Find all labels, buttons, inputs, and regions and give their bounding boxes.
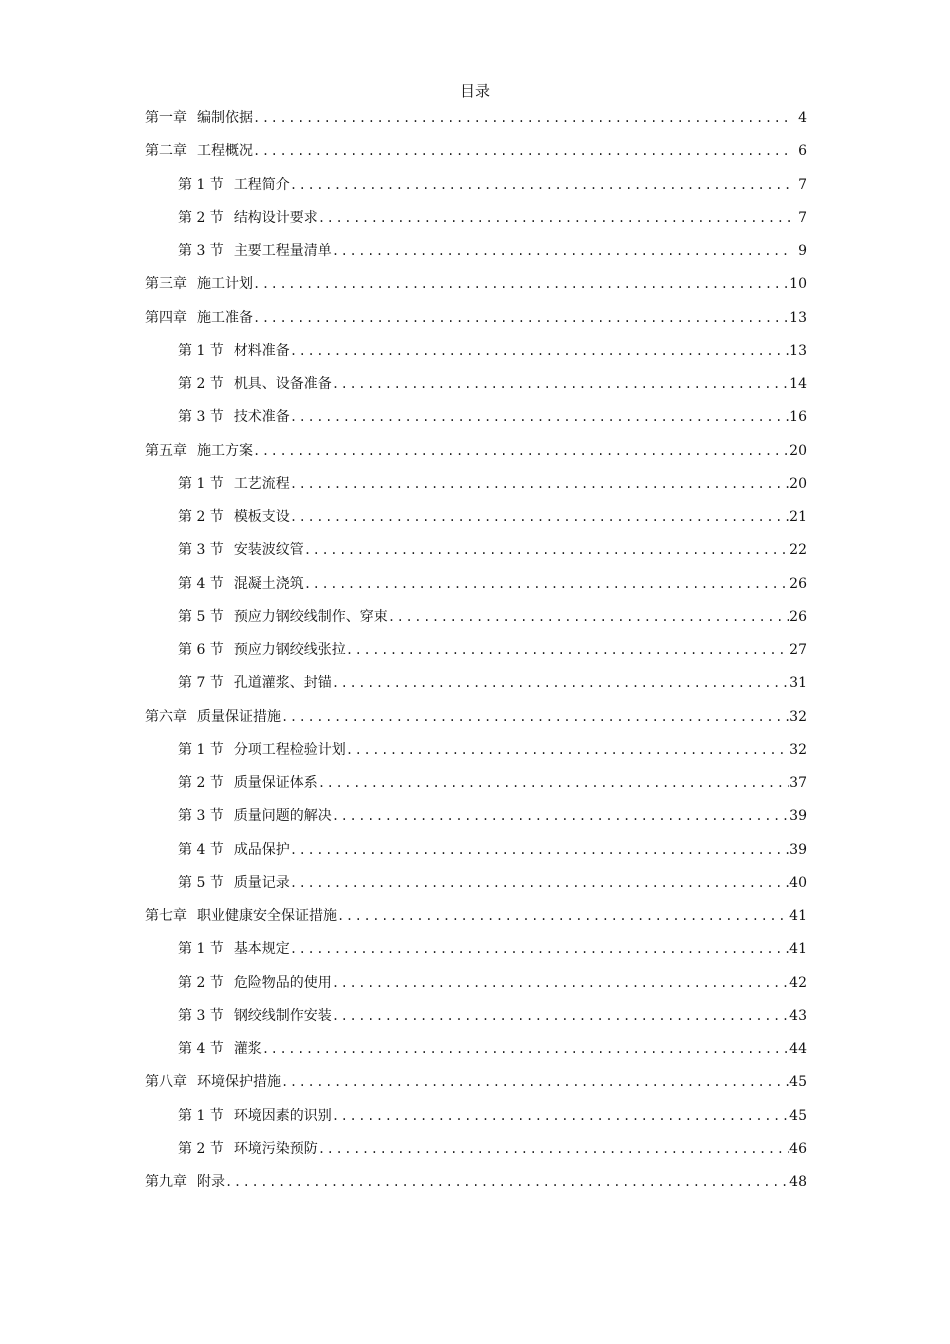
toc-entry-number: 第 1 节: [178, 1107, 224, 1124]
toc-entry-text: 安装波纹管: [233, 542, 304, 559]
toc-entry-text: 工程概况: [197, 143, 253, 160]
toc-entry-number: 第九章: [145, 1174, 187, 1190]
toc-entry-text: 质量保证措施: [197, 708, 281, 725]
toc-dot-leader: [253, 140, 793, 162]
toc-entry-number: 第 2 节: [178, 376, 224, 392]
toc-dot-leader: [337, 905, 789, 927]
toc-page-number: 37: [789, 775, 807, 791]
toc-entry-text: 编制依据: [197, 110, 253, 126]
toc-section-entry[interactable]: [145, 340, 807, 373]
toc-entry-label: [145, 273, 253, 295]
toc-dot-leader: [304, 573, 789, 595]
toc-entry-text: 附录: [197, 1174, 225, 1190]
toc-entry-text: 质量记录: [233, 874, 290, 891]
toc-entry-number: 第八章: [145, 1074, 187, 1091]
toc-entry-number: 第四章: [145, 309, 187, 326]
toc-entry-number: 第 3 节: [178, 409, 224, 426]
toc-page-number: 46: [789, 1140, 807, 1157]
toc-entry-label: [178, 639, 346, 661]
toc-page-number: 48: [789, 1174, 807, 1190]
toc-chapter-entry[interactable]: [145, 905, 807, 938]
toc-section-entry[interactable]: [145, 174, 807, 207]
toc-entry-text: 环境保护措施: [197, 1074, 281, 1091]
toc-section-entry[interactable]: [145, 872, 807, 905]
toc-entry-number: 第 2 节: [178, 775, 224, 791]
toc-section-entry[interactable]: [145, 539, 807, 572]
toc-page-number: 32: [789, 708, 807, 725]
toc-entry-text: 主要工程量清单: [233, 243, 332, 259]
toc-entry-label: [178, 506, 290, 528]
toc-section-entry[interactable]: [145, 573, 807, 606]
toc-entry-text: 质量保证体系: [233, 775, 318, 791]
toc-entry-label: [178, 340, 290, 362]
toc-dot-leader: [332, 972, 789, 994]
toc-entry-label: [178, 739, 346, 761]
toc-section-entry[interactable]: [145, 473, 807, 506]
toc-dot-leader: [253, 273, 789, 295]
toc-page-number: 4: [798, 110, 807, 126]
toc-entry-number: 第 4 节: [178, 575, 224, 592]
toc-section-entry[interactable]: [145, 739, 807, 772]
toc-entry-label: [178, 406, 290, 428]
toc-page-number: 7: [798, 209, 807, 226]
toc-entry-label: [178, 539, 304, 561]
toc-entry-label: [178, 606, 388, 628]
toc-section-entry[interactable]: [145, 1005, 807, 1038]
toc-page-number: 32: [789, 741, 807, 758]
toc-dot-leader: [332, 240, 793, 262]
toc-entry-label: [178, 373, 332, 395]
toc-page-number: 42: [789, 974, 807, 991]
toc-dot-leader: [281, 706, 789, 728]
toc-page-number: 14: [789, 376, 807, 392]
toc-entry-number: 第五章: [145, 442, 187, 459]
toc-entry-text: 灌浆: [233, 1041, 262, 1057]
toc-chapter-entry[interactable]: [145, 107, 807, 140]
toc-entry-label: [145, 1171, 225, 1193]
toc-page-number: 40: [789, 874, 807, 891]
toc-chapter-entry[interactable]: [145, 273, 807, 306]
toc-entry-text: 危险物品的使用: [233, 974, 332, 991]
toc-dot-leader: [262, 1038, 789, 1060]
toc-dot-leader: [290, 473, 789, 495]
toc-section-entry[interactable]: [145, 506, 807, 539]
toc-dot-leader: [318, 772, 789, 794]
toc-chapter-entry[interactable]: [145, 307, 807, 340]
toc-entry-label: [145, 1071, 281, 1093]
toc-entry-label: [145, 140, 253, 162]
toc-page-number: 31: [789, 675, 807, 692]
toc-page-number: 13: [789, 342, 807, 359]
toc-section-entry[interactable]: [145, 839, 807, 872]
toc-entry-text: 预应力钢绞线制作、穿束: [233, 608, 388, 625]
toc-entry-number: 第 2 节: [178, 209, 224, 226]
toc-section-entry[interactable]: [145, 207, 807, 240]
toc-entry-label: [145, 107, 253, 129]
toc-dot-leader: [253, 107, 793, 129]
toc-dot-leader: [290, 938, 789, 960]
toc-dot-leader: [346, 639, 789, 661]
toc-title: 目录: [459, 82, 490, 100]
toc-dot-leader: [332, 672, 789, 694]
toc-entry-text: 施工计划: [197, 276, 253, 293]
toc-page-number: 13: [789, 309, 807, 326]
toc-entry-number: 第 2 节: [178, 1140, 224, 1157]
toc-section-entry[interactable]: [145, 938, 807, 971]
toc-entry-number: 第 3 节: [178, 542, 224, 559]
toc-chapter-entry[interactable]: [145, 1171, 807, 1204]
toc-page-number: 16: [789, 409, 807, 426]
toc-section-entry[interactable]: [145, 1038, 807, 1071]
toc-entry-number: 第 1 节: [178, 741, 224, 758]
toc-page-number: 39: [789, 841, 807, 858]
toc-entry-number: 第 1 节: [178, 475, 224, 492]
toc-page-number: 26: [789, 575, 807, 592]
toc-page-number: 45: [789, 1107, 807, 1124]
toc-entry-label: [178, 1005, 332, 1027]
toc-dot-leader: [332, 373, 789, 395]
toc-page-number: 22: [789, 542, 807, 559]
toc-page-number: 20: [789, 442, 807, 459]
toc-dot-leader: [290, 872, 789, 894]
toc-dot-leader: [388, 606, 789, 628]
toc-entry-text: 机具、设备准备: [233, 376, 332, 392]
toc-entry-label: [178, 1038, 262, 1060]
toc-entry-text: 工程简介: [233, 176, 290, 193]
toc-entry-number: 第 7 节: [178, 675, 224, 692]
toc-entry-text: 材料准备: [233, 342, 290, 359]
toc-entry-number: 第 1 节: [178, 941, 224, 958]
toc-entry-text: 模板支设: [233, 509, 290, 525]
toc-section-entry[interactable]: [145, 639, 807, 672]
toc-entry-label: [178, 839, 290, 861]
toc-entry-number: 第七章: [145, 908, 187, 924]
toc-entry-number: 第 1 节: [178, 176, 224, 193]
toc-entry-number: 第 5 节: [178, 608, 224, 625]
toc-chapter-entry[interactable]: [145, 706, 807, 739]
toc-page-number: 26: [789, 608, 807, 625]
toc-entry-label: [178, 573, 304, 595]
toc-entry-text: 孔道灌浆、封锚: [233, 675, 332, 692]
toc-dot-leader: [290, 506, 789, 528]
toc-entry-text: 钢绞线制作安装: [233, 1007, 332, 1024]
toc-entry-number: 第 6 节: [178, 642, 224, 658]
toc-entry-number: 第六章: [145, 708, 187, 725]
toc-entry-number: 第 3 节: [178, 808, 224, 825]
toc-page-number: 21: [789, 509, 807, 525]
toc-entry-label: [178, 805, 332, 827]
toc-entry-text: 施工方案: [197, 442, 253, 459]
toc-entry-label: [178, 174, 290, 196]
toc-entry-text: 混凝土浇筑: [233, 575, 304, 592]
toc-entry-text: 施工准备: [197, 309, 253, 326]
toc-dot-leader: [253, 440, 789, 462]
toc-chapter-entry[interactable]: [145, 1071, 807, 1104]
toc-entry-number: 第 2 节: [178, 974, 224, 991]
toc-page-number: 6: [798, 143, 807, 160]
toc-page-number: 45: [789, 1074, 807, 1091]
toc-entry-label: [145, 307, 253, 329]
toc-page-number: 41: [789, 941, 807, 958]
toc-entry-label: [145, 706, 281, 728]
toc-dot-leader: [253, 307, 789, 329]
toc-section-entry[interactable]: [145, 373, 807, 406]
toc-entry-label: [178, 972, 332, 994]
toc-page-number: 39: [789, 808, 807, 825]
toc-dot-leader: [290, 406, 789, 428]
toc-entry-label: [178, 473, 290, 495]
toc-entry-text: 预应力钢绞线张拉: [233, 642, 346, 658]
toc-dot-leader: [346, 739, 789, 761]
toc-dot-leader: [290, 340, 789, 362]
toc-entry-number: 第二章: [145, 143, 187, 160]
toc-entry-label: [178, 240, 332, 262]
toc-page-number: 27: [789, 642, 807, 658]
toc-entry-text: 质量问题的解决: [233, 808, 332, 825]
toc-entry-text: 分项工程检验计划: [233, 741, 346, 758]
toc-dot-leader: [332, 805, 789, 827]
toc-section-entry[interactable]: [145, 672, 807, 705]
toc-entry-label: [178, 672, 332, 694]
toc-entry-text: 基本规定: [233, 941, 290, 958]
toc-page-number: 10: [789, 276, 807, 293]
toc-section-entry[interactable]: [145, 606, 807, 639]
toc-dot-leader: [225, 1171, 789, 1193]
toc-dot-leader: [290, 839, 789, 861]
toc-dot-leader: [332, 1005, 789, 1027]
toc-entry-label: [178, 872, 290, 894]
toc-page-number: 43: [789, 1007, 807, 1024]
toc-entry-label: [145, 905, 337, 927]
toc-chapter-entry[interactable]: [145, 140, 807, 173]
toc-entry-text: 环境污染预防: [233, 1140, 318, 1157]
toc-page-number: 20: [789, 475, 807, 492]
toc-entry-number: 第三章: [145, 276, 187, 293]
toc-section-entry[interactable]: [145, 772, 807, 805]
toc-entry-label: [178, 1105, 332, 1127]
toc-entry-label: [178, 1138, 318, 1160]
toc-entry-number: 第一章: [145, 110, 187, 126]
toc-section-entry[interactable]: [145, 972, 807, 1005]
toc-dot-leader: [290, 174, 793, 196]
toc-section-entry[interactable]: [145, 1138, 807, 1171]
toc-entry-label: [178, 772, 318, 794]
toc-section-entry[interactable]: [145, 805, 807, 838]
toc-list: [145, 107, 807, 1204]
toc-entry-number: 第 5 节: [178, 874, 224, 891]
toc-entry-label: [145, 440, 253, 462]
toc-dot-leader: [332, 1105, 789, 1127]
toc-page-number: 44: [789, 1041, 807, 1057]
toc-entry-number: 第 4 节: [178, 841, 224, 858]
toc-entry-number: 第 2 节: [178, 509, 224, 525]
toc-entry-text: 工艺流程: [233, 475, 290, 492]
toc-entry-text: 成品保护: [233, 841, 290, 858]
toc-entry-label: [178, 207, 318, 229]
toc-entry-number: 第 1 节: [178, 342, 224, 359]
toc-section-entry[interactable]: [145, 406, 807, 439]
toc-entry-text: 环境因素的识别: [233, 1107, 332, 1124]
toc-section-entry[interactable]: [145, 240, 807, 273]
toc-entry-text: 技术准备: [233, 409, 290, 426]
toc-entry-text: 职业健康安全保证措施: [197, 908, 337, 924]
toc-page-number: 41: [789, 908, 807, 924]
toc-dot-leader: [304, 539, 789, 561]
toc-entry-text: 结构设计要求: [233, 209, 318, 226]
toc-dot-leader: [281, 1071, 789, 1093]
toc-entry-number: 第 3 节: [178, 243, 224, 259]
toc-chapter-entry[interactable]: [145, 440, 807, 473]
toc-dot-leader: [318, 1138, 789, 1160]
toc-entry-number: 第 3 节: [178, 1007, 224, 1024]
toc-entry-label: [178, 938, 290, 960]
toc-entry-number: 第 4 节: [178, 1041, 224, 1057]
toc-page-number: 9: [798, 243, 807, 259]
toc-page-number: 7: [798, 176, 807, 193]
toc-section-entry[interactable]: [145, 1105, 807, 1138]
toc-dot-leader: [318, 207, 793, 229]
